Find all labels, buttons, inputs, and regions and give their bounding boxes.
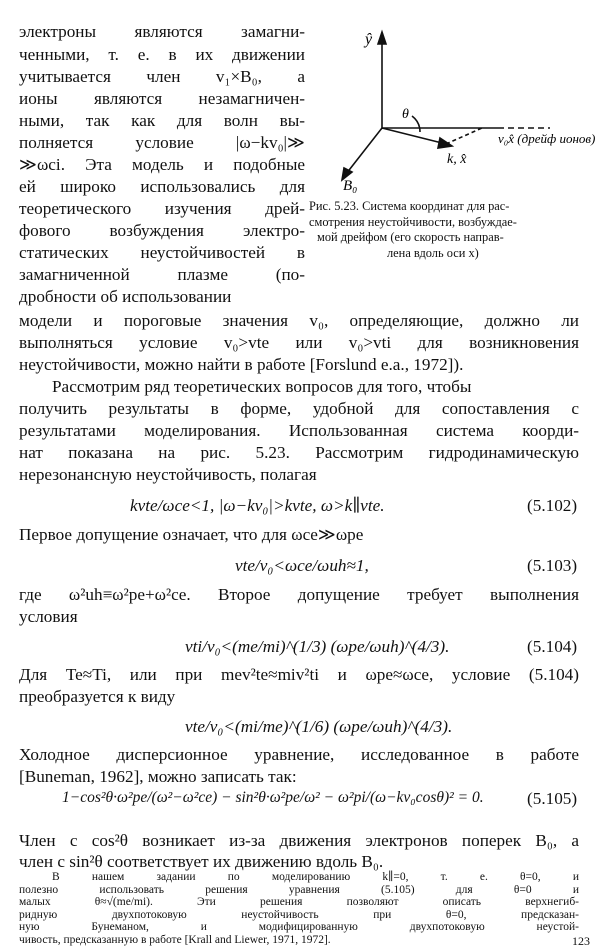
equation-number: (5.102) <box>527 496 578 515</box>
text-line: [Buneman, 1962], можно записать так: <box>19 767 297 786</box>
text-line: чивость, предсказанную в работе [Krall and Liewer, 1971, 1972]. <box>19 933 331 946</box>
caption-line: смотрения неустойчивости, возбуждае- <box>309 214 517 229</box>
text-line: электроны являются замагни- <box>19 22 305 41</box>
text-line: модели и пороговые значения v₀, определяющие, должно ли <box>19 311 579 330</box>
text-line: учитывается член v₁×B₀, а <box>19 67 305 86</box>
equation-number: (5.103) <box>527 556 578 575</box>
text-line: ридную двухпотоковую неустойчивость при θ=0, предсказан- <box>19 908 579 921</box>
text-line: ченными, т. е. в их движении <box>19 45 305 64</box>
text-line: неустойчивости, можно найти в работе [Forslund e.a., 1972]). <box>19 355 464 374</box>
text-line: ными, так как для волн вы- <box>19 111 305 130</box>
text-line: замагниченной плазме (по- <box>19 265 305 284</box>
text-line: ≫ωci. Эта модель и подобные <box>19 155 305 174</box>
equation-5-104-transformed: vte/v₀<(mi/me)^(1/6) (ωpe/ωuh)^(4/3). <box>185 717 453 736</box>
text-line: теоретического изучения дрей- <box>19 199 305 218</box>
projection-dashed-line <box>446 128 482 144</box>
text-line: выполняться условие v₀>vte или v₀>vti для возникновения <box>19 333 579 352</box>
figure-caption <box>309 199 595 261</box>
text-line: где ω²uh≡ω²pe+ω²ce. Второе допущение требует выполнения <box>19 585 579 604</box>
text-line: член с sin²θ соответствует их движению вдоль B₀. <box>19 852 384 871</box>
text-line: Рассмотрим ряд теоретических вопросов для того, чтобы <box>52 377 472 396</box>
caption-line: мой дрейфом (его скорость направ- <box>317 230 504 244</box>
equation-5-104: vti/v₀<(me/mi)^(1/3) (ωpe/ωuh)^(4/3). <box>185 637 450 656</box>
theta-arc <box>412 116 420 132</box>
text-line: ей широко использовались для <box>19 177 305 196</box>
text-line: статических неустойчивостей в <box>19 243 305 262</box>
text-line: условия <box>19 607 78 626</box>
b0-axis-line <box>346 128 382 174</box>
k-label: k, x̂ <box>447 152 467 167</box>
text-line: Для Te≈Ti, или при mev²te≈miv²ti и ωpe≈ωce, условие (5.104) <box>19 665 579 684</box>
text-line: результатами моделирования. Использованная система коорди- <box>19 421 579 440</box>
text-line: дробности об использовании <box>19 287 232 306</box>
page-number: 123 <box>572 934 590 948</box>
text-line: ионы являются незамагничен- <box>19 89 305 108</box>
y-axis-label: ŷ <box>365 31 373 48</box>
text-line: Холодное дисперсионное уравнение, исследованное в работе <box>19 745 579 764</box>
text-line: малых θ≈√(me/mi). Эти решения позволяют описать верхнегиб- <box>19 896 579 908</box>
text-line: фового возбуждения электро- <box>19 221 305 240</box>
text-line: нерезонансную неустойчивость, полагая <box>19 465 317 484</box>
equation-number: (5.104) <box>527 637 578 656</box>
caption-line: Рис. 5.23. Система координат для рас- <box>309 199 510 213</box>
text-line: Первое допущение означает, что для ωce≫ωpe <box>19 525 364 544</box>
k-vector-line <box>382 128 446 144</box>
text-line: полняется условие |ω−kv₀|≫ <box>19 133 305 152</box>
b0-label: B₀ <box>343 178 358 194</box>
v0-label: v₀x̂ (дрейф ионов) <box>498 131 596 146</box>
y-axis-arrowhead <box>378 32 386 44</box>
caption-line: лена вдоль оси x) <box>387 245 479 260</box>
equation-5-105: 1−cos²θ·ω²pe/(ω²−ω²ce) − sin²θ·ω²pe/ω² − ω²pi/(ω−kv₀cosθ)² = 0. <box>62 789 484 806</box>
equation-number: (5.105) <box>527 789 578 808</box>
text-line: В нашем задании по моделированию k∥=0, т. е. θ=0, и <box>52 871 579 883</box>
equation-5-102: kvte/ωce<1, |ω−kv₀|>kvte, ω>k∥vte. <box>130 496 385 515</box>
equation-5-103: vte/v₀<ωce/ωuh≈1, <box>235 556 369 575</box>
text-line: полезно использовать решения уравнения (5.105) для θ=0 и <box>19 883 579 896</box>
text-line: получить результаты в форме, удобной для сопоставления с <box>19 399 579 418</box>
text-line: ную Бунеманом, и модифицированную двухпотоковую неустой- <box>19 921 579 933</box>
text-line: нат показана на рис. 5.23. Рассмотрим гидродинамическую <box>19 443 579 462</box>
text-line: преобразуется к виду <box>19 687 176 706</box>
text-line: Член с cos²θ возникает из-за движения электронов поперек B₀, а <box>19 831 579 850</box>
theta-label: θ <box>402 107 409 122</box>
